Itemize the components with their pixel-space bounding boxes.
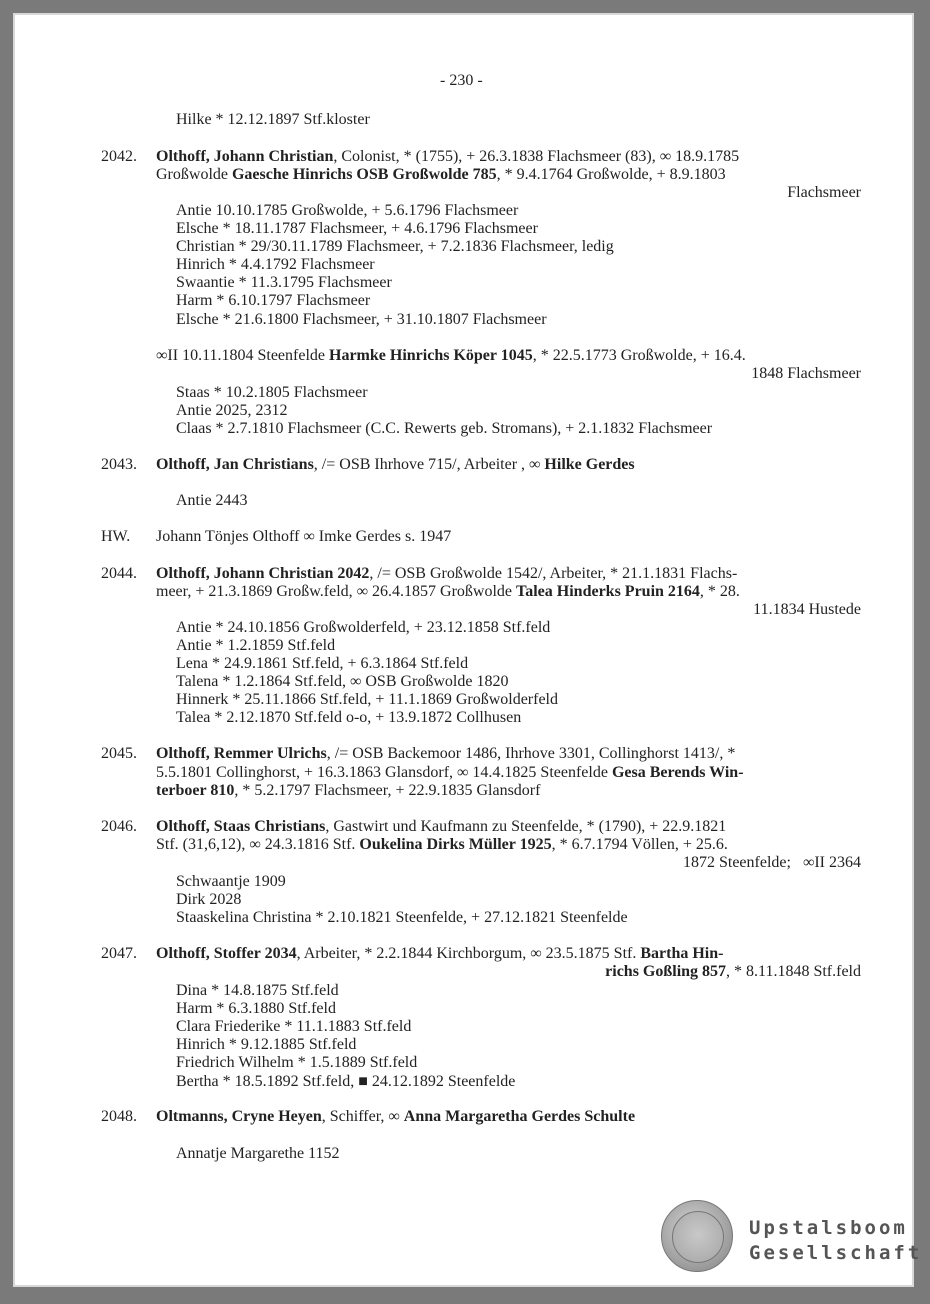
logo-text-line1: Upstalsboom [749, 1217, 908, 1239]
entry-number: 2042. [101, 148, 137, 165]
second-marriage-cont: 1848 Flachsmeer [751, 365, 861, 382]
entry-head: Olthoff, Stoffer 2034, Arbeiter, * 2.2.1844 Kirchborgum, ∞ 23.5.1875 Stf. Bartha Hin- [156, 945, 724, 962]
child-line: Antie 10.10.1785 Großwolde, + 5.6.1796 Flachsmeer [176, 202, 519, 219]
child-line: Dirk 2028 [176, 891, 242, 908]
hw-note: Johann Tönjes Olthoff ∞ Imke Gerdes s. 1947 [156, 528, 452, 545]
entry-line-cont: Flachsmeer [787, 184, 861, 201]
child-line: Bertha * 18.5.1892 Stf.feld, ■ 24.12.1892 Steenfelde [176, 1073, 516, 1090]
child-line: Dina * 14.8.1875 Stf.feld [176, 982, 339, 999]
logo-text-line2: Gesellschaft [749, 1242, 923, 1264]
entry-number: 2048. [101, 1108, 137, 1125]
child-line: Hinrich * 9.12.1885 Stf.feld [176, 1036, 357, 1053]
child-line: Lena * 24.9.1861 Stf.feld, + 6.3.1864 Stf.feld [176, 655, 469, 672]
child-line: Clara Friederike * 11.1.1883 Stf.feld [176, 1018, 412, 1035]
child-line: Staas * 10.2.1805 Flachsmeer [176, 384, 368, 401]
entry-line: Stf. (31,6,12), ∞ 24.3.1816 Stf. Oukelina Dirks Müller 1925, * 6.7.1794 Völlen, + 25.6. [156, 836, 728, 853]
child-line: Antie * 1.2.1859 Stf.feld [176, 637, 336, 654]
entry-number: 2044. [101, 565, 137, 582]
child-line: Claas * 2.7.1810 Flachsmeer (C.C. Rewerts geb. Stromans), + 2.1.1832 Flachsmeer [176, 420, 713, 437]
entry-line: terboer 810, * 5.2.1797 Flachsmeer, + 22.9.1835 Glansdorf [156, 782, 541, 799]
entry-line-cont: richs Goßling 857, * 8.11.1848 Stf.feld [605, 963, 861, 980]
child-line: Annatje Margarethe 1152 [176, 1145, 340, 1162]
entry-head: Olthoff, Jan Christians, /= OSB Ihrhove 715/, Arbeiter , ∞ Hilke Gerdes [156, 456, 635, 473]
child-line: Hinnerk * 25.11.1866 Stf.feld, + 11.1.1869 Großwolderfeld [176, 691, 558, 708]
entry-number: 2046. [101, 818, 137, 835]
entry-head: Olthoff, Remmer Ulrichs, /= OSB Backemoor 1486, Ihrhove 3301, Collinghorst 1413/, * [156, 745, 736, 762]
child-line: Friedrich Wilhelm * 1.5.1889 Stf.feld [176, 1054, 418, 1071]
entry-line: Großwolde Gaesche Hinrichs OSB Großwolde 785, * 9.4.1764 Großwolde, + 8.9.1803 [156, 166, 726, 183]
entry-line: meer, + 21.3.1869 Großw.feld, ∞ 26.4.1857 Großwolde Talea Hinderks Pruin 2164, * 28. [156, 583, 740, 600]
child-line: Talea * 2.12.1870 Stf.feld o-o, + 13.9.1872 Collhusen [176, 709, 522, 726]
entry-number: 2043. [101, 456, 137, 473]
child-line: Swaantie * 11.3.1795 Flachsmeer [176, 274, 392, 291]
entry-head: Olthoff, Staas Christians, Gastwirt und Kaufmann zu Steenfelde, * (1790), + 22.9.1821 [156, 818, 727, 835]
child-line: Harm * 6.3.1880 Stf.feld [176, 1000, 336, 1017]
child-line: Talena * 1.2.1864 Stf.feld, ∞ OSB Großwolde 1820 [176, 673, 509, 690]
entry-line: 5.5.1801 Collinghorst, + 16.3.1863 Glansdorf, ∞ 14.4.1825 Steenfelde Gesa Berends Win- [156, 764, 744, 781]
child-line: Antie 2443 [176, 492, 248, 509]
child-line: Christian * 29/30.11.1789 Flachsmeer, + 7.2.1836 Flachsmeer, ledig [176, 238, 614, 255]
entry-head: Olthoff, Johann Christian 2042, /= OSB Großwolde 1542/, Arbeiter, * 21.1.1831 Flachs- [156, 565, 738, 582]
entry-number: HW. [101, 528, 131, 545]
entry-head: Oltmanns, Cryne Heyen, Schiffer, ∞ Anna Margaretha Gerdes Schulte [156, 1108, 636, 1125]
page-number: - 230 - [440, 72, 483, 89]
child-line: Hinrich * 4.4.1792 Flachsmeer [176, 256, 375, 273]
entry-number: 2047. [101, 945, 137, 962]
child-line: Elsche * 21.6.1800 Flachsmeer, + 31.10.1807 Flachsmeer [176, 311, 547, 328]
child-line: Harm * 6.10.1797 Flachsmeer [176, 292, 371, 309]
child-line: Antie * 24.10.1856 Großwolderfeld, + 23.12.1858 Stf.feld [176, 619, 551, 636]
entry-head: Olthoff, Johann Christian, Colonist, * (1755), + 26.3.1838 Flachsmeer (83), ∞ 18.9.1785 [156, 148, 740, 165]
entry-line-cont: 1872 Steenfelde; ∞II 2364 [682, 854, 861, 871]
seal-emblem-icon [661, 1200, 733, 1272]
child-line: Antie 2025, 2312 [176, 402, 288, 419]
child-line: Elsche * 18.11.1787 Flachsmeer, + 4.6.1796 Flachsmeer [176, 220, 538, 237]
entry-number: 2045. [101, 745, 137, 762]
child-line: Staaskelina Christina * 2.10.1821 Steenfelde, + 27.12.1821 Steenfelde [176, 909, 628, 926]
second-marriage: ∞II 10.11.1804 Steenfelde Harmke Hinrichs Köper 1045, * 22.5.1773 Großwolde, + 16.4. [156, 347, 746, 364]
child-line: Schwaantje 1909 [176, 873, 286, 890]
entry-line-cont: 11.1834 Hustede [753, 601, 861, 618]
intro-line: Hilke * 12.12.1897 Stf.kloster [176, 111, 370, 128]
